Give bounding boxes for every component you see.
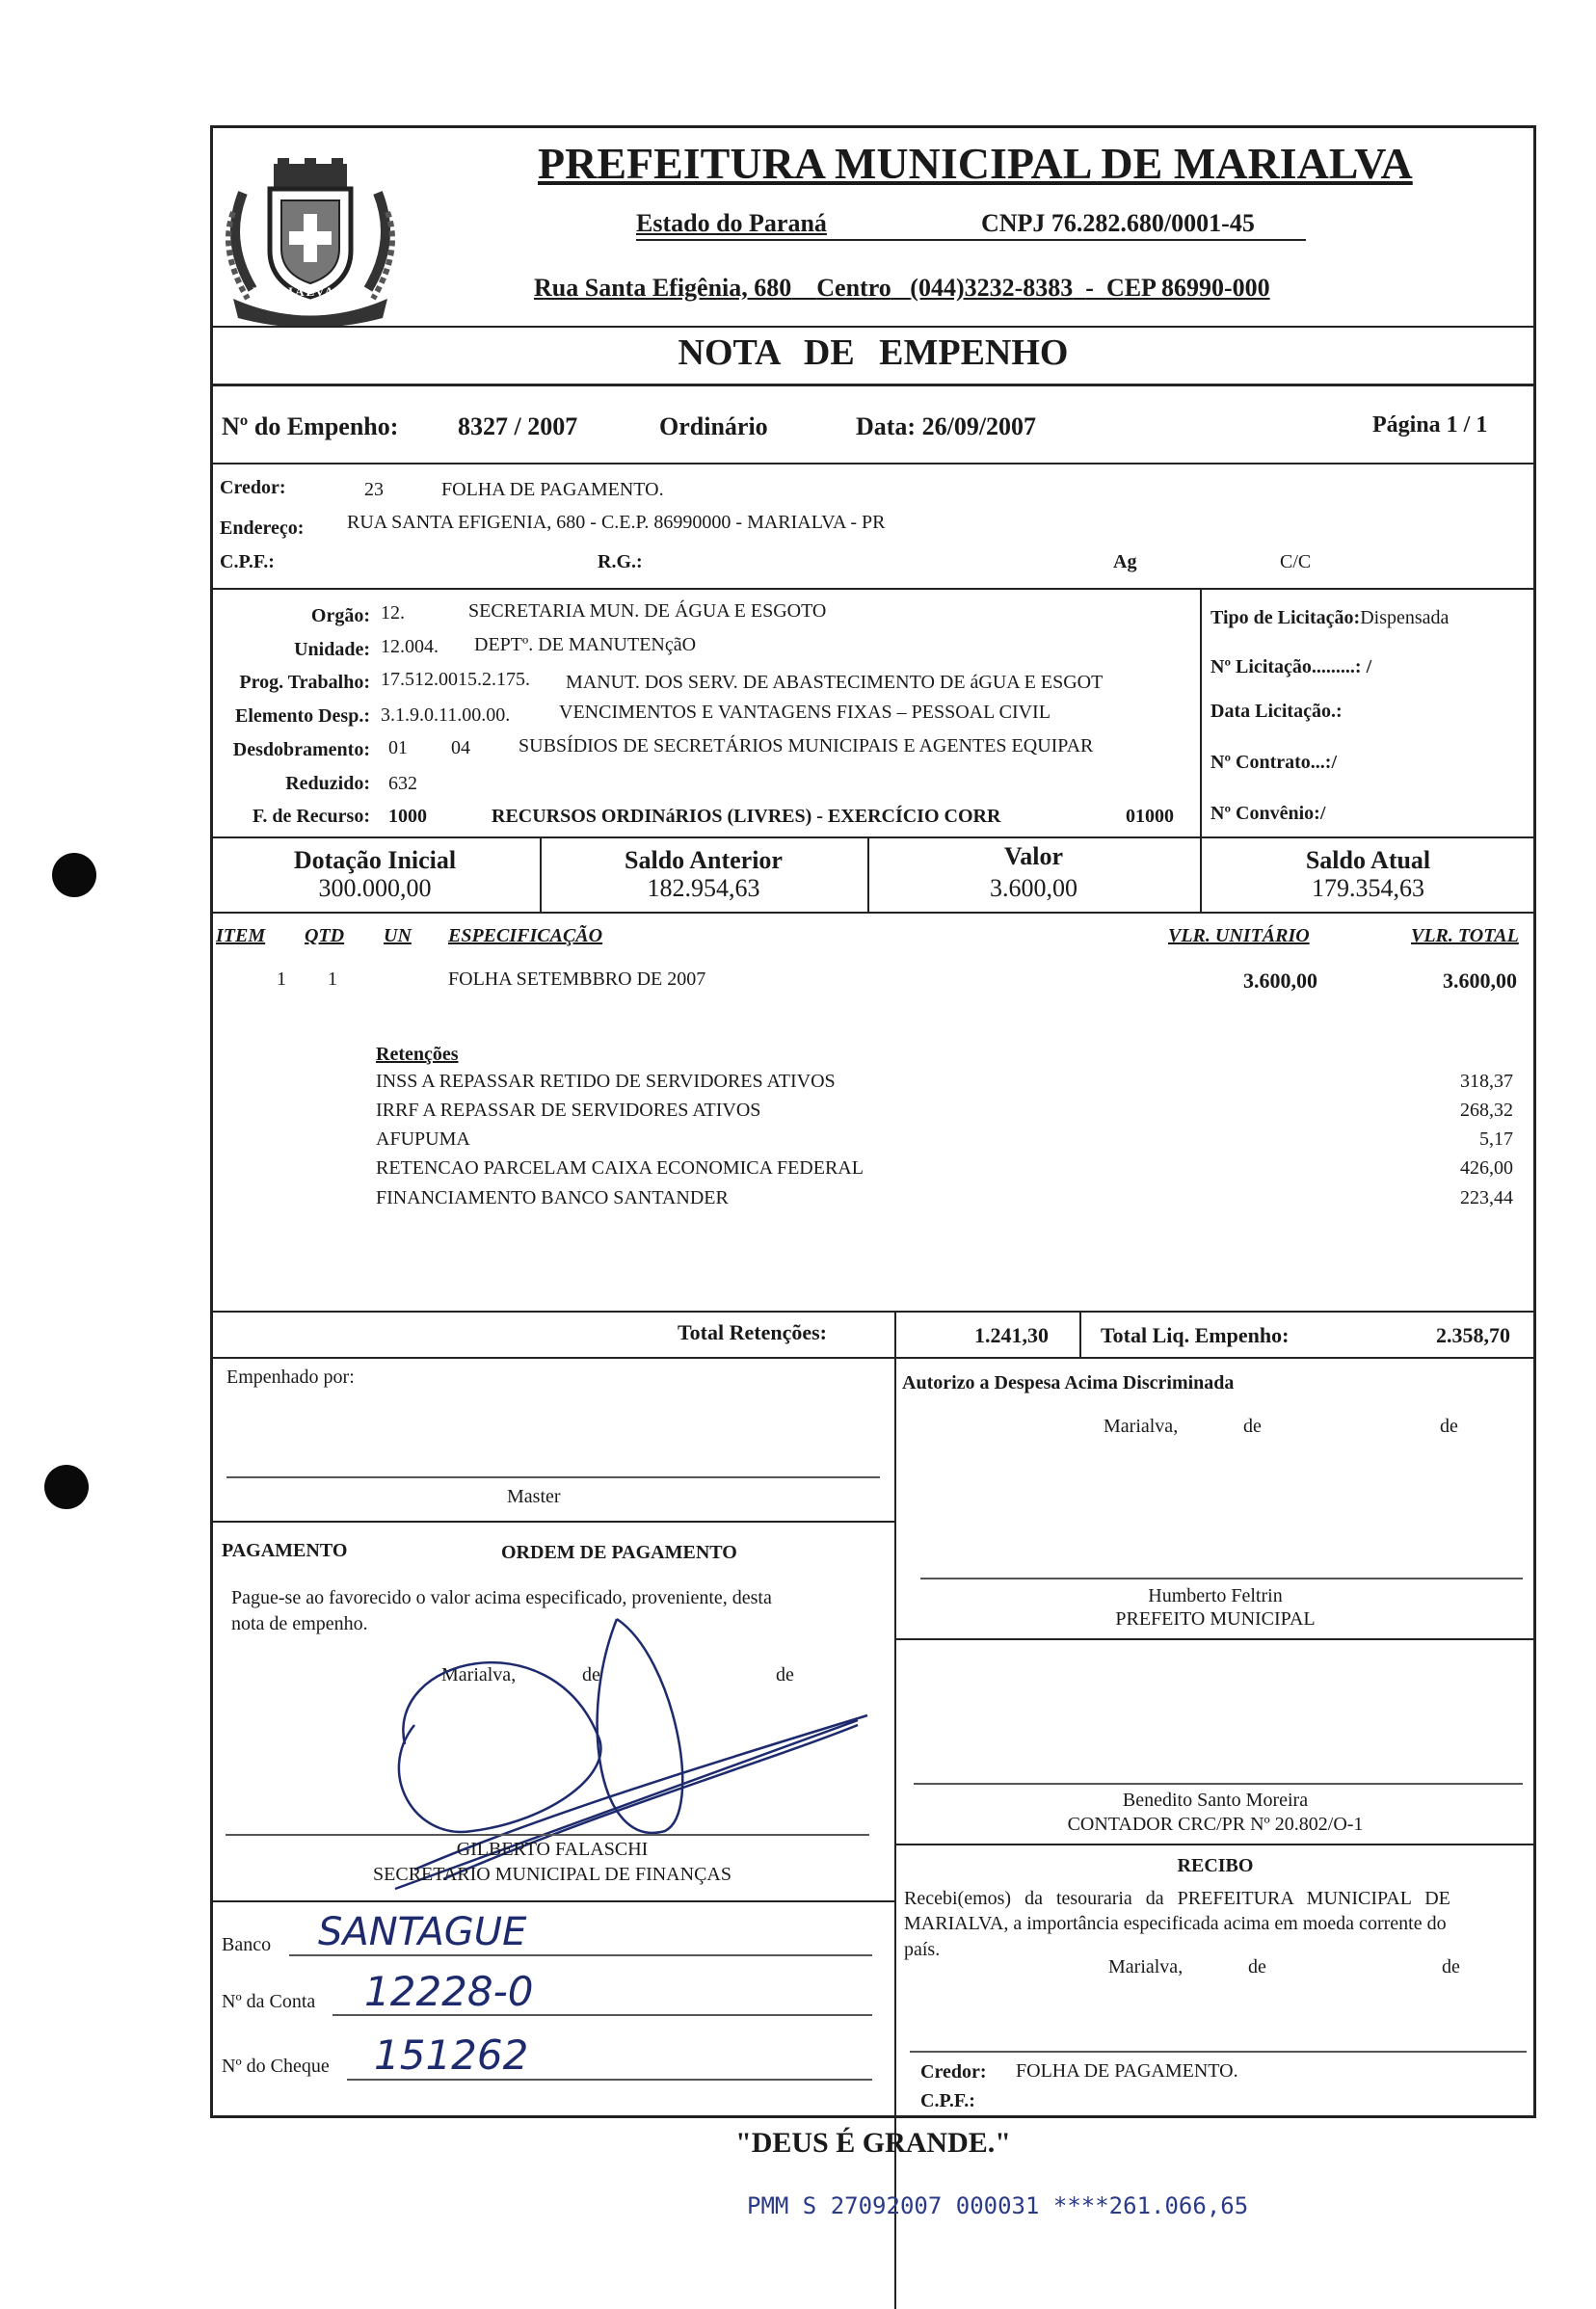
- saldo-atual-label: Saldo Atual: [1305, 846, 1431, 874]
- autorizo-label: Autorizo a Despesa Acima Discriminada: [902, 1372, 1235, 1393]
- col-un: UN: [384, 925, 412, 946]
- licitacao-type-label: Tipo de Licitação:: [1210, 607, 1361, 628]
- cheque-handwritten: 151262: [374, 2031, 529, 2079]
- phone: (044)3232-8383: [910, 274, 1074, 302]
- recibo-de-1: de: [1248, 1956, 1266, 1977]
- master-label: Master: [507, 1486, 561, 1507]
- reduzido-value: 632: [388, 773, 417, 794]
- contrato-number: Nº Contrato...:/: [1210, 752, 1338, 773]
- retencao-value: 268,32: [1460, 1100, 1513, 1121]
- credor-label: Credor:: [220, 477, 286, 498]
- motto: "DEUS É GRANDE.": [735, 2127, 1011, 2159]
- bank-stamp: PMM S 27092007 000031 ****261.066,65: [747, 2192, 1249, 2219]
- dotacao-label: Dotação Inicial: [293, 846, 457, 874]
- orgao-name: SECRETARIA MUN. DE ÁGUA E ESGOTO: [468, 600, 827, 622]
- item-total-value: 3.600,00: [1443, 969, 1517, 993]
- licitacao-date: Data Licitação.:: [1210, 701, 1343, 722]
- empenho-date: Data: 26/09/2007: [856, 412, 1037, 440]
- district: Centro: [816, 274, 891, 302]
- recibo-text-line-3: país.: [904, 1939, 941, 1960]
- cpf-label: C.P.F.:: [220, 551, 275, 572]
- empenho-number-label: Nº do Empenho:: [222, 412, 399, 440]
- credor-address: RUA SANTA EFIGENIA, 680 - C.E.P. 86990000 - MARIALVA - PR: [347, 512, 886, 533]
- licitacao-type: [1210, 607, 1449, 629]
- punch-hole-top: [52, 853, 96, 897]
- municipality-title: PREFEITURA MUNICIPAL DE MARIALVA: [538, 139, 1413, 188]
- recibo-credor-label: Credor:: [920, 2061, 987, 2083]
- desdobramento-name: SUBSÍDIOS DE SECRETÁRIOS MUNICIPAIS E AGENTES EQUIPAR: [519, 735, 1094, 756]
- retencao-label: INSS A REPASSAR RETIDO DE SERVIDORES ATIVOS: [376, 1071, 836, 1092]
- address-field-label: Endereço:: [220, 518, 305, 539]
- recibo-text-line-2: MARIALVA, a importância especificada acima em moeda corrente do: [904, 1913, 1447, 1934]
- unidade-code: 12.004.: [381, 636, 439, 657]
- recibo-title: RECIBO: [1177, 1855, 1254, 1876]
- banco-handwritten: SANTAGUE: [318, 1910, 527, 1954]
- retencao-value: 426,00: [1460, 1157, 1513, 1179]
- item-number: 1: [277, 969, 286, 990]
- item-spec: FOLHA SETEMBBRO DE 2007: [448, 969, 706, 990]
- valor-label: Valor: [1003, 842, 1064, 870]
- retencao-label: IRRF A REPASSAR DE SERVIDORES ATIVOS: [376, 1100, 761, 1121]
- recibo-city: Marialva,: [1108, 1956, 1184, 1977]
- recurso-label: F. de Recurso:: [252, 806, 370, 827]
- rg-label: R.G.:: [598, 551, 643, 572]
- retencao-label: AFUPUMA: [376, 1128, 470, 1150]
- convenio-number: Nº Convênio:/: [1210, 803, 1326, 824]
- contador-role: CONTADOR CRC/PR Nº 20.802/O-1: [1067, 1814, 1364, 1835]
- dotacao-value: 300.000,00: [318, 874, 432, 902]
- secretario-name: GILBERTO FALASCHI: [456, 1839, 649, 1860]
- orgao-label: Orgão:: [310, 605, 370, 626]
- street: Rua Santa Efigênia, 680: [534, 274, 792, 302]
- col-total-value: VLR. TOTAL: [1411, 925, 1519, 946]
- prefeito-role: PREFEITO MUNICIPAL: [1115, 1608, 1316, 1630]
- cnpj-label: CNPJ 76.282.680/0001-45: [981, 209, 1255, 237]
- pagamento-label: PAGAMENTO: [222, 1540, 348, 1561]
- prog-name: MANUT. DOS SERV. DE ABASTECIMENTO DE áGUA E ESGOT: [566, 672, 1104, 693]
- credor-name: FOLHA DE PAGAMENTO.: [441, 479, 664, 500]
- ag-label: Ag: [1113, 551, 1137, 572]
- saldo-anterior-value: 182.954,63: [647, 874, 760, 902]
- autorizo-de-2: de: [1440, 1416, 1458, 1437]
- reduzido-label: Reduzido:: [285, 773, 370, 794]
- prog-label: Prog. Trabalho:: [239, 672, 370, 693]
- empenhado-por-label: Empenhado por:: [226, 1367, 355, 1388]
- prefeito-name: Humberto Feltrin: [1148, 1585, 1283, 1606]
- desdobramento-code-1: 01: [388, 737, 408, 758]
- autorizo-city: Marialva,: [1104, 1416, 1179, 1437]
- crest-ribbon-text: MARIALVA: [253, 284, 336, 299]
- elemento-code: 3.1.9.0.11.00.00.: [381, 704, 511, 726]
- item-qtd: 1: [328, 969, 337, 990]
- total-liquido-value: 2.358,70: [1436, 1323, 1510, 1347]
- pague-text-line-1: Pague-se ao favorecido o valor acima especificado, proveniente, desta: [231, 1587, 772, 1608]
- empenho-number: 8327 / 2007: [458, 412, 578, 440]
- punch-hole-bottom: [44, 1465, 89, 1509]
- saldo-anterior-label: Saldo Anterior: [625, 846, 783, 874]
- unidade-name: DEPTº. DE MANUTENçãO: [474, 634, 697, 655]
- cheque-label: Nº do Cheque: [222, 2056, 330, 2077]
- licitacao-number: Nº Licitação.........: /: [1210, 656, 1372, 677]
- state-label: Estado do Paraná: [636, 209, 827, 237]
- desdobramento-label: Desdobramento:: [232, 739, 370, 760]
- licitacao-type-value: Dispensada: [1360, 607, 1450, 628]
- conta-label: Nº da Conta: [222, 1991, 316, 2012]
- conta-handwritten: 12228-0: [364, 1968, 534, 2015]
- page-number: Página 1 / 1: [1372, 412, 1488, 438]
- col-item: ITEM: [216, 925, 266, 946]
- recibo-credor-name: FOLHA DE PAGAMENTO.: [1016, 2060, 1238, 2082]
- unidade-label: Unidade:: [294, 639, 370, 660]
- ordem-pagamento-label: ORDEM DE PAGAMENTO: [501, 1542, 737, 1563]
- item-unit-value: 3.600,00: [1243, 969, 1317, 993]
- recurso-name: RECURSOS ORDINáRIOS (LIVRES) - EXERCÍCIO CORR: [492, 806, 1001, 827]
- ordem-city: Marialva,: [441, 1664, 517, 1685]
- recibo-text-line-1: Recebi(emos) da tesouraria da PREFEITURA MUNICIPAL DE: [904, 1888, 1450, 1909]
- recibo-cpf-label: C.P.F.:: [920, 2090, 975, 2111]
- retencao-label: FINANCIAMENTO BANCO SANTANDER: [376, 1187, 729, 1208]
- separator: -: [1085, 274, 1094, 302]
- credor-code: 23: [364, 479, 384, 500]
- orgao-code: 12.: [381, 602, 405, 624]
- saldo-atual-value: 179.354,63: [1312, 874, 1424, 902]
- banco-label: Banco: [222, 1934, 272, 1955]
- pague-text-line-2: nota de empenho.: [231, 1613, 368, 1634]
- contador-name: Benedito Santo Moreira: [1122, 1790, 1309, 1811]
- empenho-type: Ordinário: [659, 412, 768, 440]
- col-qtd: QTD: [305, 925, 345, 946]
- elemento-label: Elemento Desp.:: [235, 705, 370, 727]
- address-label: [534, 274, 1270, 303]
- valor-value: 3.600,00: [990, 874, 1077, 902]
- recurso-code: 1000: [388, 806, 427, 827]
- cc-label: C/C: [1280, 551, 1312, 572]
- autorizo-de-1: de: [1243, 1416, 1262, 1437]
- coat-of-arms-icon: [214, 154, 407, 328]
- ordem-de-1: de: [582, 1664, 600, 1685]
- col-unit-value: VLR. UNITÁRIO: [1168, 925, 1310, 946]
- document-title: NOTA DE EMPENHO: [678, 332, 1069, 373]
- secretario-role: SECRETARIO MUNICIPAL DE FINANÇAS: [373, 1864, 732, 1885]
- ordem-de-2: de: [776, 1664, 794, 1685]
- total-liquido-label: Total Liq. Empenho:: [1101, 1323, 1290, 1347]
- retencoes-title: Retenções: [376, 1044, 459, 1065]
- total-retencoes-label: Total Retenções:: [678, 1320, 827, 1344]
- elemento-name: VENCIMENTOS E VANTAGENS FIXAS – PESSOAL CIVIL: [559, 702, 1051, 723]
- desdobramento-code-2: 04: [451, 737, 470, 758]
- retencao-value: 5,17: [1479, 1128, 1513, 1150]
- prog-code: 17.512.0015.2.175.: [381, 669, 530, 690]
- cep: CEP 86990-000: [1105, 274, 1270, 302]
- retencao-value: 223,44: [1460, 1187, 1513, 1208]
- col-spec: ESPECIFICAÇÃO: [448, 925, 603, 946]
- recibo-de-2: de: [1442, 1956, 1460, 1977]
- total-retencoes-value: 1.241,30: [974, 1323, 1049, 1347]
- recurso-code-2: 01000: [1126, 806, 1174, 827]
- retencao-label: RETENCAO PARCELAM CAIXA ECONOMICA FEDERAL: [376, 1157, 864, 1179]
- retencao-value: 318,37: [1460, 1071, 1513, 1092]
